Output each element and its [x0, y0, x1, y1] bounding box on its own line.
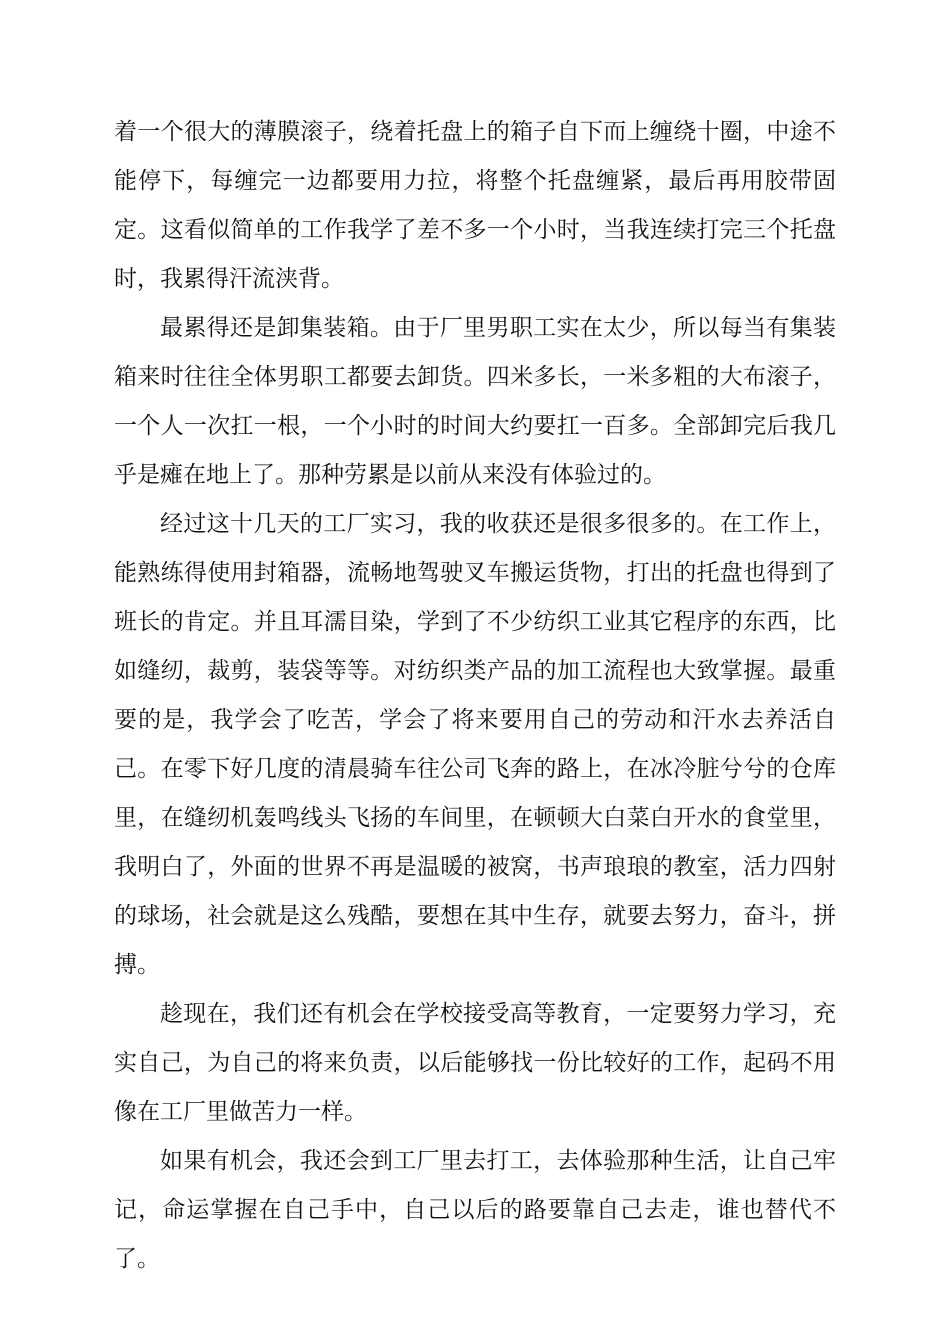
paragraph-continued: 着一个很大的薄膜滚子，绕着托盘上的箱子自下而上缠绕十圈，中途不能停下，每缠完一边都要用力拉，将整个托盘缠紧，最后再用胶带固定。这看似简单的工作我学了差不多一个小时，当我连续打完三个托盘时，我累得汗流浃背。: [114, 119, 836, 292]
paragraph-unloading-containers: 最累得还是卸集装箱。由于厂里男职工实在太少，所以每当有集装箱来时往往全体男职工都要去卸货。四米多长，一米多粗的大布滚子，一个人一次扛一根，一个小时的时间大约要扛一百多。全部卸完后我几乎是瘫在地上了。那种劳累是以前从来没有体验过的。: [114, 315, 836, 488]
paragraph-future-work: 如果有机会，我还会到工厂里去打工，去体验那种生活，让自己牢记，命运掌握在自己手中，自己以后的路要靠自己去走，谁也替代不了。: [114, 1148, 836, 1272]
paragraph-internship-gains: 经过这十几天的工厂实习，我的收获还是很多很多的。在工作上，能熟练得使用封箱器，流畅地驾驶叉车搬运货物，打出的托盘也得到了班长的肯定。并且耳濡目染，学到了不少纺织工业其它程序的东西，比如缝纫，裁剪，装袋等等。对纺织类产品的加工流程也大致掌握。最重要的是，我学会了吃苦，学会了将来要用自己的劳动和汗水去养活自己。在零下好几度的清晨骑车往公司飞奔的路上，在冰冷脏兮兮的仓库里，在缝纫机轰鸣线头飞扬的车间里，在顿顿大白菜白开水的食堂里，我明白了，外面的世界不再是温暖的被窝，书声琅琅的教室，活力四射的球场，社会就是这么残酷，要想在其中生存，就要去努力，奋斗，拼搏。: [114, 511, 836, 978]
paragraph-study-hard: 趁现在，我们还有机会在学校接受高等教育，一定要努力学习，充实自己，为自己的将来负责，以后能够找一份比较好的工作，起码不用像在工厂里做苦力一样。: [114, 1001, 836, 1125]
document-body: [114, 108, 836, 1284]
